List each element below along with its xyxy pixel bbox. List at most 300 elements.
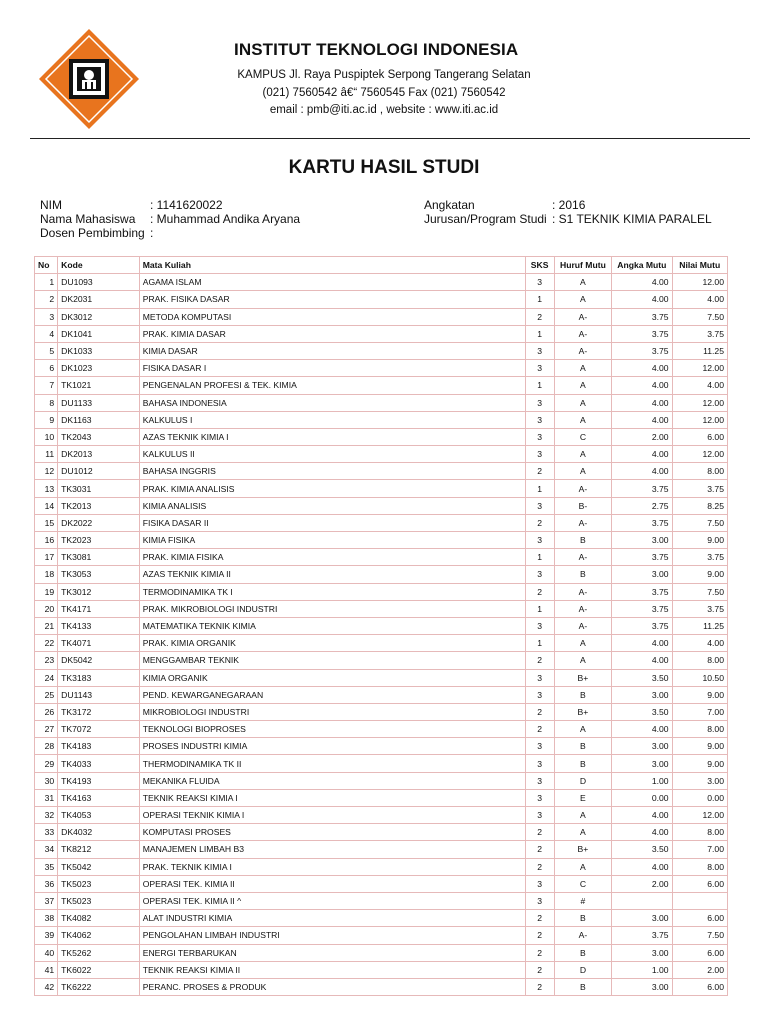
course-name: MANAJEMEN LIMBAH B3: [139, 841, 525, 858]
letter-grade: A: [554, 377, 611, 394]
grade-value: 9.00: [672, 738, 727, 755]
row-number: 32: [35, 807, 58, 824]
table-row: [35, 961, 728, 978]
grade-value: 12.00: [672, 446, 727, 463]
course-credits: 3: [525, 428, 554, 445]
course-credits: 3: [525, 274, 554, 291]
letter-grade: A: [554, 446, 611, 463]
row-number: 9: [35, 411, 58, 428]
table-row: [35, 274, 728, 291]
row-number: 16: [35, 532, 58, 549]
grade-value: 4.00: [672, 377, 727, 394]
grade-value: 7.00: [672, 841, 727, 858]
course-name: ENERGI TERBARUKAN: [139, 944, 525, 961]
grade-point: 3.75: [612, 325, 672, 342]
course-code: DK4032: [58, 824, 140, 841]
letter-grade: A-: [554, 480, 611, 497]
course-code: TK4171: [58, 600, 140, 617]
course-credits: 2: [525, 858, 554, 875]
campus-address: KAMPUS Jl. Raya Puspiptek Serpong Tangerang Selatan: [237, 69, 531, 81]
row-number: 36: [35, 875, 58, 892]
course-code: TK4082: [58, 910, 140, 927]
grade-value: 12.00: [672, 360, 727, 377]
course-code: DK5042: [58, 652, 140, 669]
table-row: [35, 686, 728, 703]
course-credits: 3: [525, 497, 554, 514]
row-number: 21: [35, 617, 58, 634]
table-row: [35, 944, 728, 961]
course-code: TK7072: [58, 721, 140, 738]
course-credits: 3: [525, 772, 554, 789]
page-title: KARTU HASIL STUDI: [288, 157, 480, 178]
course-credits: 2: [525, 978, 554, 995]
grade-point: 3.00: [612, 978, 672, 995]
grade-value: 2.00: [672, 961, 727, 978]
letter-grade: B+: [554, 703, 611, 720]
course-credits: 3: [525, 342, 554, 359]
grade-value: 3.75: [672, 549, 727, 566]
table-row: [35, 789, 728, 806]
table-row: [35, 772, 728, 789]
document-header: [0, 0, 768, 140]
table-row: [35, 583, 728, 600]
course-name: MIKROBIOLOGI INDUSTRI: [139, 703, 525, 720]
grade-value: 8.00: [672, 858, 727, 875]
course-code: TK4053: [58, 807, 140, 824]
grade-point: 4.00: [612, 858, 672, 875]
col-header-letter-grade: Huruf Mutu: [554, 257, 611, 274]
course-credits: 1: [525, 635, 554, 652]
row-number: 10: [35, 428, 58, 445]
letter-grade: A: [554, 635, 611, 652]
course-credits: 3: [525, 411, 554, 428]
letter-grade: A: [554, 652, 611, 669]
grade-point: 3.75: [612, 514, 672, 531]
grade-value: 4.00: [672, 635, 727, 652]
grade-value: 3.00: [672, 772, 727, 789]
grade-point: 0.00: [612, 789, 672, 806]
course-credits: 2: [525, 944, 554, 961]
row-number: 33: [35, 824, 58, 841]
course-name: MEKANIKA FLUIDA: [139, 772, 525, 789]
student-info-left: [40, 198, 400, 242]
course-code: TK4193: [58, 772, 140, 789]
table-row: [35, 600, 728, 617]
grade-value: 7.50: [672, 927, 727, 944]
grade-value: 7.00: [672, 703, 727, 720]
grade-value: 12.00: [672, 807, 727, 824]
course-credits: 3: [525, 686, 554, 703]
grade-value: 9.00: [672, 686, 727, 703]
institution-name: INSTITUT TEKNOLOGI INDONESIA: [234, 40, 519, 59]
table-row: [35, 978, 728, 995]
course-name: PRAK. TEKNIK KIMIA I: [139, 858, 525, 875]
grade-point: 3.75: [612, 600, 672, 617]
row-number: 37: [35, 892, 58, 909]
advisor-value: :: [150, 226, 154, 240]
grade-point: 3.50: [612, 703, 672, 720]
grade-point: 2.00: [612, 875, 672, 892]
grade-point: 3.75: [612, 308, 672, 325]
course-name: METODA KOMPUTASI: [139, 308, 525, 325]
row-number: 18: [35, 566, 58, 583]
table-row: [35, 377, 728, 394]
course-credits: 3: [525, 446, 554, 463]
student-info-right: [424, 198, 744, 228]
course-code: TK5023: [58, 892, 140, 909]
letter-grade: B: [554, 944, 611, 961]
course-code: DK1041: [58, 325, 140, 342]
grade-value: 8.00: [672, 721, 727, 738]
grade-value: 12.00: [672, 394, 727, 411]
table-row: [35, 514, 728, 531]
row-number: 15: [35, 514, 58, 531]
course-credits: 3: [525, 807, 554, 824]
nim-value: : 1141620022: [150, 198, 223, 212]
table-row: [35, 824, 728, 841]
course-name: TEKNIK REAKSI KIMIA I: [139, 789, 525, 806]
grade-value: 3.75: [672, 480, 727, 497]
course-name: MENGGAMBAR TEKNIK: [139, 652, 525, 669]
table-row: [35, 532, 728, 549]
table-row: [35, 892, 728, 909]
letter-grade: A: [554, 858, 611, 875]
course-code: DK2022: [58, 514, 140, 531]
course-credits: 1: [525, 549, 554, 566]
grade-point: 3.00: [612, 566, 672, 583]
row-number: 26: [35, 703, 58, 720]
course-credits: 2: [525, 721, 554, 738]
table-row: [35, 807, 728, 824]
table-row: [35, 428, 728, 445]
grade-point: 4.00: [612, 446, 672, 463]
grade-point: 3.00: [612, 910, 672, 927]
grades-table-body: [35, 274, 728, 996]
course-name: OPERASI TEK. KIMIA II: [139, 875, 525, 892]
grade-point: 4.00: [612, 824, 672, 841]
course-name: PENGENALAN PROFESI & TEK. KIMIA: [139, 377, 525, 394]
course-credits: 2: [525, 463, 554, 480]
letter-grade: E: [554, 789, 611, 806]
course-name: AZAS TEKNIK KIMIA I: [139, 428, 525, 445]
course-credits: 2: [525, 910, 554, 927]
name-value: : Muhammad Andika Aryana: [150, 212, 301, 226]
course-name: PRAK. KIMIA FISIKA: [139, 549, 525, 566]
grade-point: 4.00: [612, 652, 672, 669]
course-credits: 3: [525, 532, 554, 549]
course-name: TEKNIK REAKSI KIMIA II: [139, 961, 525, 978]
grade-value: 6.00: [672, 978, 727, 995]
table-row: [35, 549, 728, 566]
course-code: TK5262: [58, 944, 140, 961]
grade-point: 4.00: [612, 411, 672, 428]
letter-grade: B: [554, 566, 611, 583]
course-credits: 2: [525, 514, 554, 531]
course-credits: 2: [525, 583, 554, 600]
course-code: TK3053: [58, 566, 140, 583]
row-number: 5: [35, 342, 58, 359]
row-number: 1: [35, 274, 58, 291]
table-row: [35, 738, 728, 755]
row-number: 41: [35, 961, 58, 978]
course-name: PEND. KEWARGANEGARAAN: [139, 686, 525, 703]
letter-grade: B+: [554, 669, 611, 686]
grade-value: 4.00: [672, 291, 727, 308]
grade-point: 3.00: [612, 738, 672, 755]
grade-value: 9.00: [672, 532, 727, 549]
course-credits: 2: [525, 652, 554, 669]
grade-value: 6.00: [672, 428, 727, 445]
grades-table: [34, 256, 728, 996]
grade-value: 8.25: [672, 497, 727, 514]
grade-value: 0.00: [672, 789, 727, 806]
course-credits: 1: [525, 377, 554, 394]
grade-value: 11.25: [672, 342, 727, 359]
grade-value: 8.00: [672, 652, 727, 669]
course-credits: 2: [525, 308, 554, 325]
grade-point: 4.00: [612, 635, 672, 652]
table-row: [35, 755, 728, 772]
letter-grade: B+: [554, 841, 611, 858]
table-row: [35, 480, 728, 497]
letter-grade: A: [554, 291, 611, 308]
letter-grade: #: [554, 892, 611, 909]
table-row: [35, 858, 728, 875]
course-code: TK4133: [58, 617, 140, 634]
table-row: [35, 617, 728, 634]
course-code: TK4062: [58, 927, 140, 944]
course-credits: 3: [525, 360, 554, 377]
table-row: [35, 394, 728, 411]
major-label: Jurusan/Program Studi: [424, 212, 547, 226]
letter-grade: B: [554, 910, 611, 927]
course-name: OPERASI TEKNIK KIMIA I: [139, 807, 525, 824]
course-name: KIMIA DASAR: [139, 342, 525, 359]
letter-grade: B: [554, 755, 611, 772]
letter-grade: A-: [554, 617, 611, 634]
course-code: TK3172: [58, 703, 140, 720]
course-credits: 2: [525, 841, 554, 858]
table-row: [35, 703, 728, 720]
year-label: Angkatan: [424, 198, 475, 212]
course-credits: 3: [525, 617, 554, 634]
course-credits: 1: [525, 291, 554, 308]
table-row: [35, 411, 728, 428]
major-value: : S1 TEKNIK KIMIA PARALEL: [552, 212, 712, 226]
row-number: 22: [35, 635, 58, 652]
grade-point: 3.75: [612, 549, 672, 566]
grade-point: 3.00: [612, 532, 672, 549]
course-code: DK2031: [58, 291, 140, 308]
grade-value: 12.00: [672, 411, 727, 428]
row-number: 29: [35, 755, 58, 772]
row-number: 3: [35, 308, 58, 325]
row-number: 7: [35, 377, 58, 394]
table-row: [35, 841, 728, 858]
course-code: TK1021: [58, 377, 140, 394]
letter-grade: B-: [554, 497, 611, 514]
grade-value: 9.00: [672, 755, 727, 772]
row-number: 28: [35, 738, 58, 755]
course-name: KIMIA ORGANIK: [139, 669, 525, 686]
table-row: [35, 875, 728, 892]
row-number: 35: [35, 858, 58, 875]
course-code: DU1143: [58, 686, 140, 703]
letter-grade: A: [554, 721, 611, 738]
letter-grade: A: [554, 411, 611, 428]
course-name: KALKULUS I: [139, 411, 525, 428]
grade-value: [672, 892, 727, 909]
grade-value: 6.00: [672, 875, 727, 892]
grade-point: 2.75: [612, 497, 672, 514]
course-credits: 2: [525, 824, 554, 841]
table-row: [35, 669, 728, 686]
course-code: TK8212: [58, 841, 140, 858]
row-number: 31: [35, 789, 58, 806]
row-number: 42: [35, 978, 58, 995]
course-name: PENGOLAHAN LIMBAH INDUSTRI: [139, 927, 525, 944]
course-code: DK2013: [58, 446, 140, 463]
course-code: TK3183: [58, 669, 140, 686]
grade-point: 3.50: [612, 841, 672, 858]
course-code: TK3081: [58, 549, 140, 566]
course-name: PRAK. KIMIA DASAR: [139, 325, 525, 342]
course-credits: 2: [525, 703, 554, 720]
grade-value: 10.50: [672, 669, 727, 686]
course-name: KOMPUTASI PROSES: [139, 824, 525, 841]
table-row: [35, 360, 728, 377]
row-number: 40: [35, 944, 58, 961]
row-number: 25: [35, 686, 58, 703]
grade-point: 4.00: [612, 394, 672, 411]
grade-point: 3.75: [612, 583, 672, 600]
letter-grade: B: [554, 738, 611, 755]
table-row: [35, 342, 728, 359]
header-divider: [30, 138, 750, 139]
nim-label: NIM: [40, 198, 62, 212]
row-number: 12: [35, 463, 58, 480]
course-credits: 3: [525, 755, 554, 772]
grade-point: 4.00: [612, 360, 672, 377]
letter-grade: A-: [554, 549, 611, 566]
course-name: PRAK. FISIKA DASAR: [139, 291, 525, 308]
course-name: KALKULUS II: [139, 446, 525, 463]
grade-point: 4.00: [612, 721, 672, 738]
row-number: 23: [35, 652, 58, 669]
email-website: email : pmb@iti.ac.id , website : www.iti.ac.id: [269, 104, 499, 116]
col-header-grade-value: Nilai Mutu: [672, 257, 727, 274]
course-name: THERMODINAMIKA TK II: [139, 755, 525, 772]
table-row: [35, 463, 728, 480]
letter-grade: A-: [554, 342, 611, 359]
grade-point: 3.75: [612, 480, 672, 497]
grade-point: 4.00: [612, 274, 672, 291]
table-row: [35, 308, 728, 325]
course-code: DU1093: [58, 274, 140, 291]
col-header-credits: SKS: [525, 257, 554, 274]
course-code: TK4163: [58, 789, 140, 806]
letter-grade: B: [554, 978, 611, 995]
letter-grade: D: [554, 961, 611, 978]
course-code: TK6222: [58, 978, 140, 995]
row-number: 30: [35, 772, 58, 789]
row-number: 34: [35, 841, 58, 858]
course-code: TK4183: [58, 738, 140, 755]
grade-value: 11.25: [672, 617, 727, 634]
course-code: DK1023: [58, 360, 140, 377]
row-number: 11: [35, 446, 58, 463]
letter-grade: A: [554, 807, 611, 824]
grade-value: 7.50: [672, 308, 727, 325]
course-credits: 2: [525, 927, 554, 944]
course-name: PROSES INDUSTRI KIMIA: [139, 738, 525, 755]
table-header-row: [35, 257, 728, 274]
row-number: 20: [35, 600, 58, 617]
course-credits: 3: [525, 892, 554, 909]
course-name: FISIKA DASAR I: [139, 360, 525, 377]
row-number: 13: [35, 480, 58, 497]
table-row: [35, 446, 728, 463]
advisor-label: Dosen Pembimbing: [40, 226, 145, 240]
col-header-no: No: [35, 257, 58, 274]
grade-point: 3.75: [612, 342, 672, 359]
course-code: DK3012: [58, 308, 140, 325]
grade-point: 3.75: [612, 617, 672, 634]
row-number: 19: [35, 583, 58, 600]
course-code: TK2023: [58, 532, 140, 549]
course-credits: 1: [525, 325, 554, 342]
grade-point: 1.00: [612, 961, 672, 978]
letter-grade: A: [554, 360, 611, 377]
grade-point: 4.00: [612, 291, 672, 308]
phone-fax: (021) 7560542 â€“ 7560545 Fax (021) 7560542: [262, 87, 506, 99]
grade-point: 1.00: [612, 772, 672, 789]
institution-logo-icon: [38, 28, 140, 130]
letter-grade: A: [554, 274, 611, 291]
grade-point: 3.00: [612, 686, 672, 703]
col-header-grade-point: Angka Mutu: [612, 257, 672, 274]
grade-point: 3.50: [612, 669, 672, 686]
course-name: TERMODINAMIKA TK I: [139, 583, 525, 600]
table-row: [35, 721, 728, 738]
letter-grade: B: [554, 532, 611, 549]
course-credits: 3: [525, 566, 554, 583]
row-number: 2: [35, 291, 58, 308]
letter-grade: A-: [554, 308, 611, 325]
col-header-code: Kode: [58, 257, 140, 274]
course-credits: 3: [525, 669, 554, 686]
table-row: [35, 910, 728, 927]
grade-value: 3.75: [672, 600, 727, 617]
course-name: MATEMATIKA TEKNIK KIMIA: [139, 617, 525, 634]
letter-grade: A-: [554, 927, 611, 944]
course-credits: 2: [525, 961, 554, 978]
table-row: [35, 325, 728, 342]
course-name: KIMIA FISIKA: [139, 532, 525, 549]
course-name: PRAK. KIMIA ORGANIK: [139, 635, 525, 652]
letter-grade: A-: [554, 600, 611, 617]
course-code: DU1012: [58, 463, 140, 480]
grade-point: [612, 892, 672, 909]
grade-value: 8.00: [672, 824, 727, 841]
grade-point: 4.00: [612, 377, 672, 394]
table-row: [35, 635, 728, 652]
letter-grade: C: [554, 875, 611, 892]
grade-point: 3.00: [612, 944, 672, 961]
course-code: TK2013: [58, 497, 140, 514]
course-code: DU1133: [58, 394, 140, 411]
grade-point: 3.75: [612, 927, 672, 944]
